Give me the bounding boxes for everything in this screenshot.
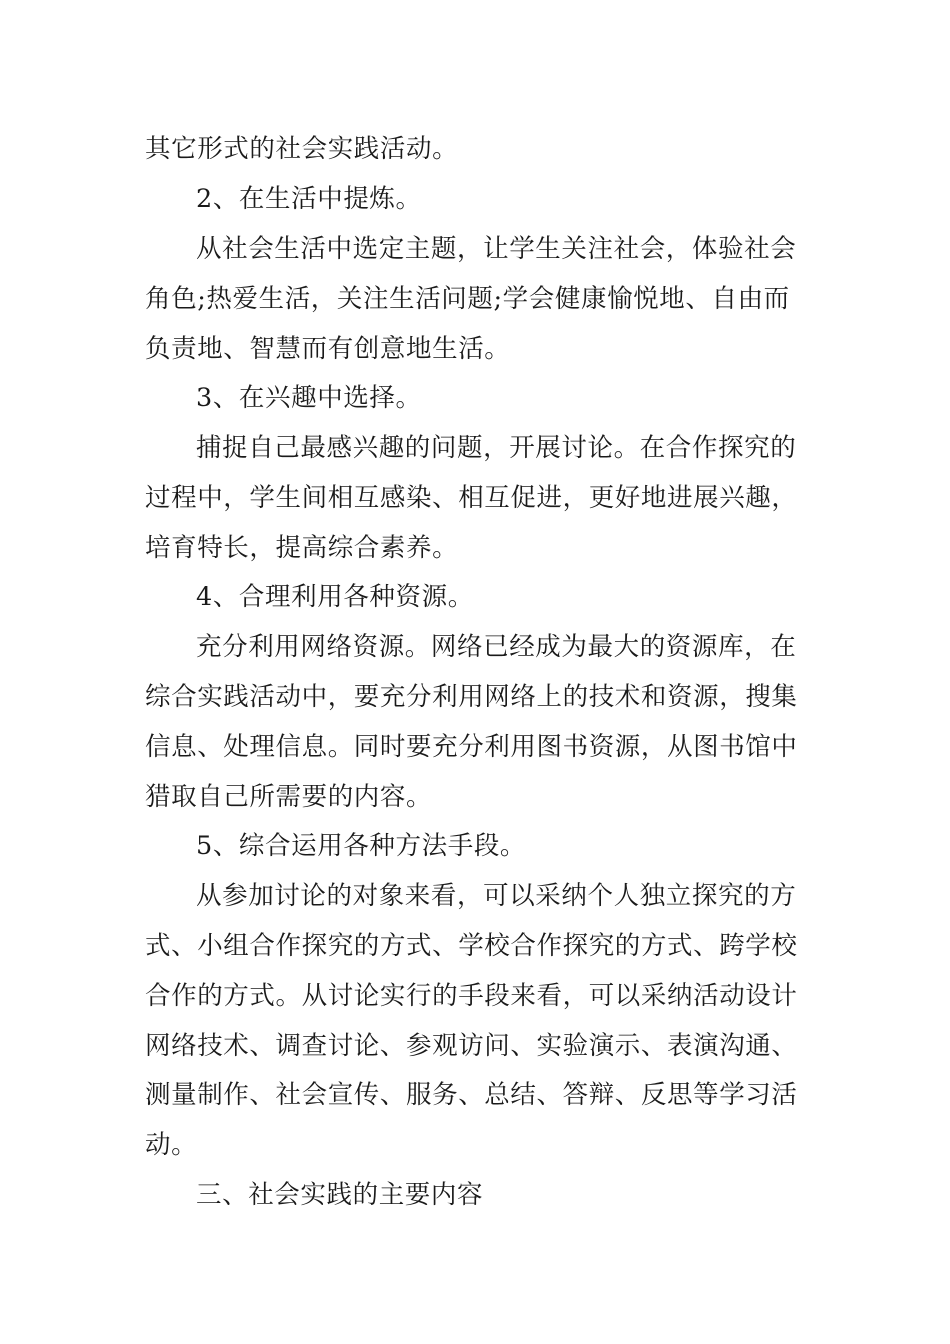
text-line: 测量制作、社会宣传、服务、总结、答辩、反思等学习活: [145, 1080, 798, 1110]
text-line: 信息、处理信息。同时要充分利用图书资源，从图书馆中: [145, 732, 798, 762]
text-line: 其它形式的社会实践活动。: [145, 134, 459, 164]
text-line: 负责地、智慧而有创意地生活。: [145, 334, 511, 364]
text-line: 式、小组合作探究的方式、学校合作探究的方式、跨学校: [145, 931, 798, 961]
text-line: 网络技术、调查讨论、参观访问、实验演示、表演沟通、: [145, 1031, 798, 1061]
section-heading: 4、合理利用各种资源。: [196, 582, 474, 612]
section-heading: 三、社会实践的主要内容: [196, 1180, 484, 1210]
text-line: 猎取自己所需要的内容。: [145, 782, 433, 812]
section-heading: 5、综合运用各种方法手段。: [196, 831, 527, 861]
text-line: 充分利用网络资源。网络已经成为最大的资源库，在: [196, 632, 797, 662]
text-line: 培育特长，提高综合素养。: [145, 533, 459, 563]
text-line: 捕捉自己最感兴趣的问题，开展讨论。在合作探究的: [196, 433, 797, 463]
text-line: 合作的方式。从讨论实行的手段来看，可以采纳活动设计: [145, 981, 798, 1011]
text-line: 过程中，学生间相互感染、相互促进，更好地进展兴趣，: [145, 483, 798, 513]
section-heading: 3、在兴趣中选择。: [196, 383, 422, 413]
text-line: 从参加讨论的对象来看，可以采纳个人独立探究的方: [196, 881, 797, 911]
section-heading: 2、在生活中提炼。: [196, 184, 422, 214]
text-line: 动。: [145, 1130, 198, 1160]
text-line: 角色;热爱生活，关注生活问题;学会健康愉悦地、自由而: [145, 284, 790, 314]
text-line: 综合实践活动中，要充分利用网络上的技术和资源，搜集: [145, 682, 798, 712]
text-line: 从社会生活中选定主题，让学生关注社会，体验社会: [196, 234, 797, 264]
